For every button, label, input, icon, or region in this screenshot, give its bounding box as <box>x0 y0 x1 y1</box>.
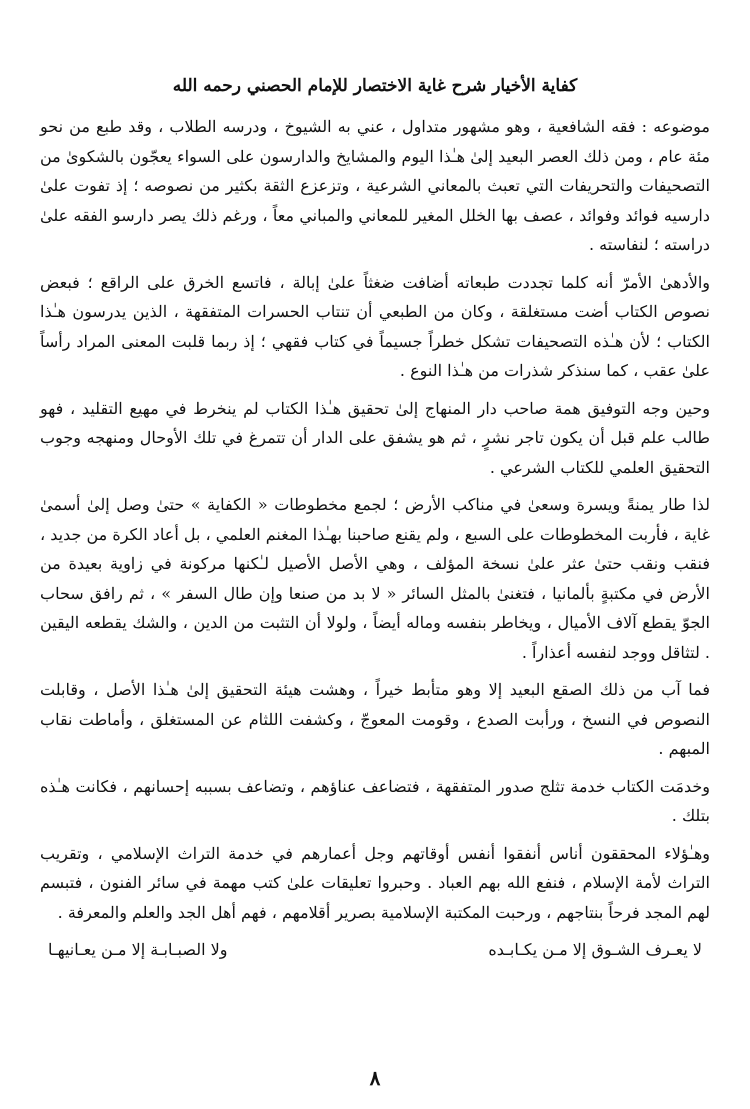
running-header-title: كفاية الأخيار شرح غاية الاختصار للإمام الحصني رحمه الله <box>172 76 578 96</box>
paragraph: وهـٰؤلاء المحققون أناس أنفقوا أنفس أوقاتهم وجل أعمارهم في خدمة التراث الإسلامي ، وتقريب التراث لأمة الإسلام ، فنفع الله بهم العباد . وحبروا تعليقات علىٰ كتب مهمة في سائر الفنون ، فتبسم لهم المجد فرحاً بنتاجهم ، ورحبت المكتبة الإسلامية بصرير أقلامهم ، فهم أهل الجد والعلم والمعرفة . <box>40 843 710 922</box>
paragraph: موضوعه : فقه الشافعية ، وهو مشهور متداول ، عني به الشيوخ ، ودرسه الطلاب ، وقد طبع من نحو مئة عام ، ومن ذلك العصر البعيد إلىٰ هـٰذا اليوم والمشايخ والدارسون على السواء يعجّون بالشكوىٰ من التصحيفات والتحريفات التي تعبث بالمعاني الشرعية ، وتزعزع الثقة بكثير من نصوصه ؛ إذ تفوت علىٰ دارسيه فوائد وفوائد ، عصف بها الخلل المغير للمعاني والمباني معاً ، ورغم ذلك يصر دارسو الفقه علىٰ دراسته ؛ لنفاسته . <box>40 117 711 254</box>
page-number: ٨ <box>369 1066 381 1090</box>
paragraph: وخدمَت الكتاب خدمة تثلج صدور المتفقهة ، فتضاعف عناؤهم ، وتضاعف بسببه إحسانهم ، فكانت هـٰذه بتلك . <box>40 776 710 825</box>
paragraph: والأدهىٰ الأمرّ أنه كلما تجددت طبعاته أضافت ضغثاً علىٰ إبالة ، فاتسع الخرق على الراقع ؛ فبعض نصوص الكتاب أضت مستغلقة ، وكان من الطبعي أن تنتاب الحسرات المتفقهة ، الذين يدرسون هـٰذا الكتاب ؛ لأن هـٰذه التصحيفات تشكل خطراً جسيماً في كتاب فقهي ؛ إذ ربما قلبت المعنى المراد رأساً علىٰ عقب ، كما سنذكر شذرات من هـٰذا النوع . <box>40 272 711 380</box>
poetry-verse <box>40 935 710 965</box>
paragraph: وحين وجه التوفيق همة صاحب دار المنهاج إلىٰ تحقيق هـٰذا الكتاب لم ينخرط في مهيع التقليد ، فهو طالب علم قبل أن يكون تاجر نشرٍ ، ثم هو يشفق على الدار أن تتمرغ في تلك الأوحال ومنهجه وجوب التحقيق العلمي للكتاب الشرعي . <box>40 398 710 477</box>
paragraph: فما آب من ذلك الصقع البعيد إلا وهو متأبط خيراً ، وهشت هيئة التحقيق إلىٰ هـٰذا الأصل ، وقابلت النصوص في النسخ ، ورأبت الصدع ، وقومت المعوجّ ، وكشفت اللثام عن المستغلق ، وأماطت نقاب المبهم . <box>40 680 710 758</box>
paragraph: لذا طار يمنةً ويسرة وسعىٰ في مناكب الأرض ؛ لجمع مخطوطات « الكفاية » حتىٰ وصل إلىٰ أسمىٰ غاية ، فأربت المخطوطات على السبع ، ولم يقنع صاحبنا بهـٰذا المغنم العلمي ، بل أعاد الكرة من جديد ، فنقب ونقب حتىٰ عثر علىٰ نسخة المؤلف ، وهي الأصل الأصيل لـٰكنها مركونة في زاوية بعيدة من الأرض في مكتبةٍ بألمانيا ، فتغنىٰ بالمثل السائر « لا بد من صنعا وإن طال السفر » ، ثم رافق سحاب الجوّ يقطع آلاف الأميال ، ويخاطر بنفسه وماله أيضاً ، ولولا أن التثبت من الدين ، والشك يقطعه اليقين . لتثاقل ووجد لنفسه أعذاراً . <box>40 495 710 662</box>
verse-second-hemistich: ولا الصبـابـة إلا مـن يعـانيهـا <box>48 940 228 959</box>
verse-first-hemistich: لا يعـرف الشـوق إلا مـن يكـابـده <box>488 940 702 959</box>
body-text <box>40 112 710 965</box>
